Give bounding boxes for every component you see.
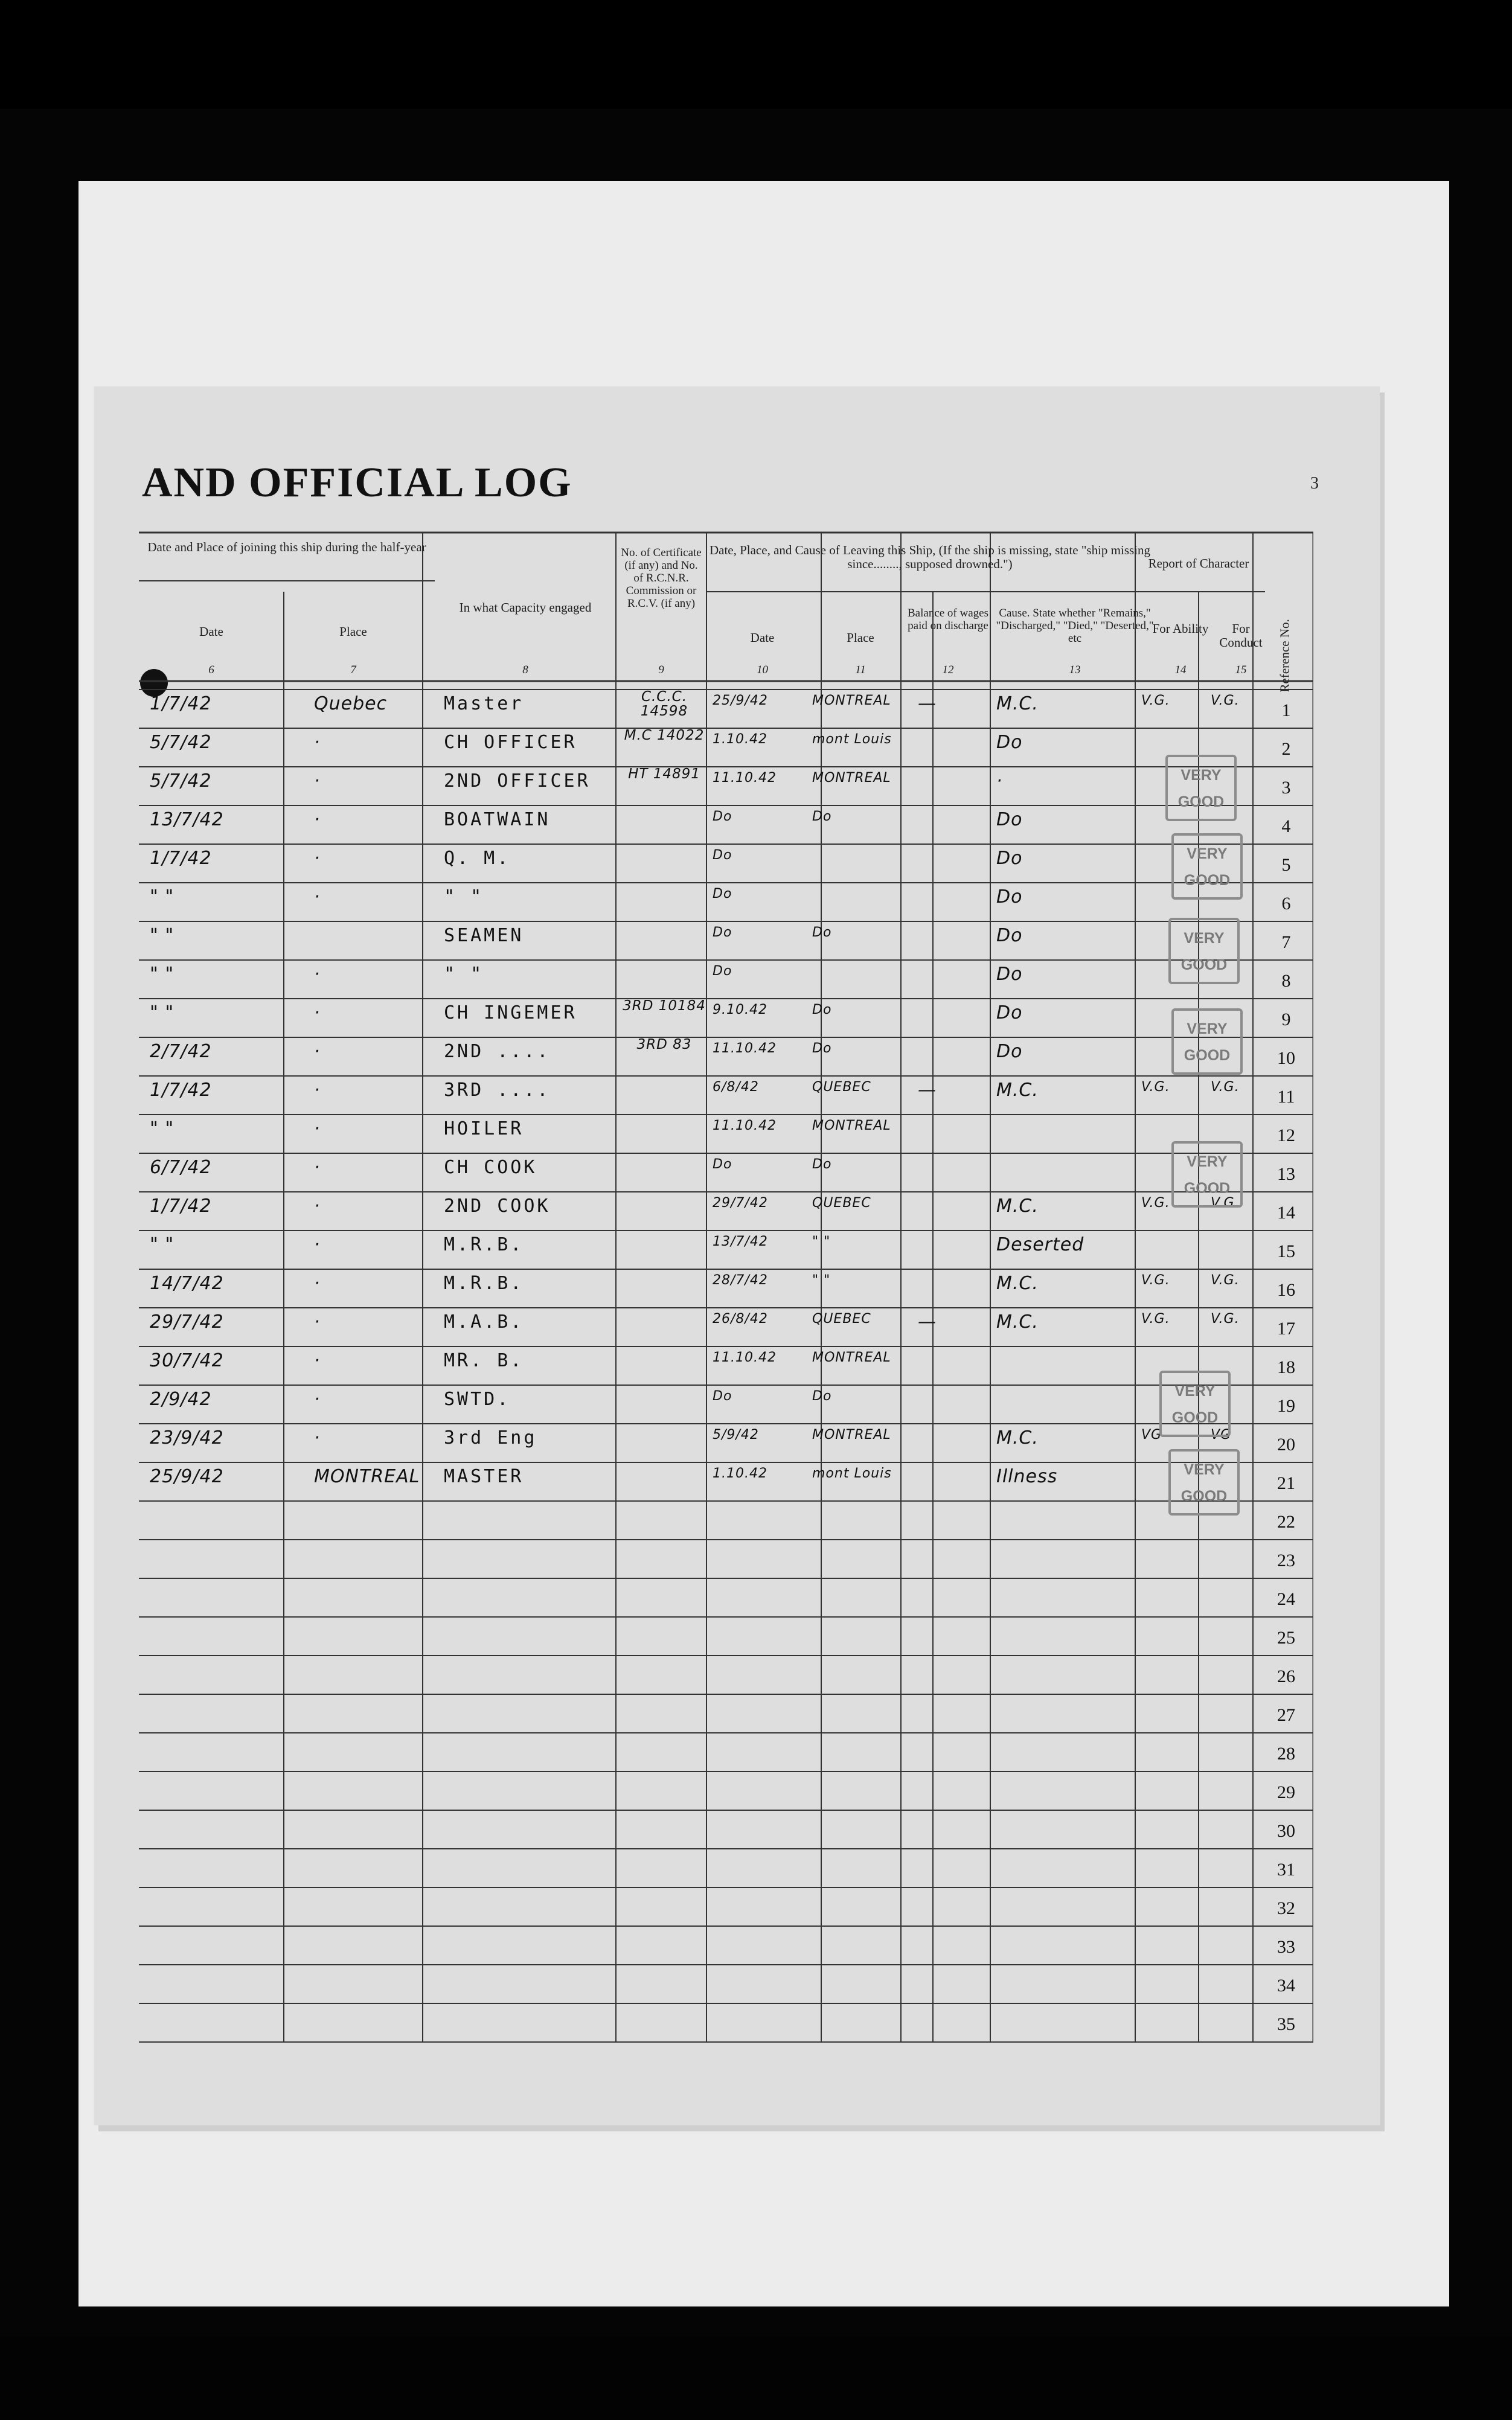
cell-cert: 3RD 10184 (623, 998, 706, 1014)
cell-leave-place: mont Louis (812, 1466, 892, 1481)
cell-join-place: · (314, 732, 321, 753)
cell-capacity: " " (444, 886, 484, 908)
header-balance: Balance of wages paid on discharge (908, 607, 988, 632)
cell-leave-place: MONTREAL (812, 1118, 891, 1133)
cell-ability: V.G. (1141, 1196, 1170, 1211)
table-row (139, 1308, 1313, 1346)
table-row (139, 1694, 1313, 1733)
very-good-stamp: VERY GOOD (1168, 918, 1240, 984)
header-reference-no: Reference No. (1277, 619, 1292, 693)
cell-capacity: M.R.B. (444, 1234, 524, 1255)
header-conduct: For Conduct (1219, 621, 1263, 650)
cell-leave-date: 11.10.42 (713, 1041, 777, 1056)
cell-leave-date: 29/7/42 (713, 1196, 768, 1211)
cell-cause: M.C. (996, 1427, 1039, 1448)
header-join-place: Place (339, 624, 367, 639)
cell-leave-place: QUEBEC (812, 1196, 871, 1211)
cell-cause: M.C. (996, 1273, 1039, 1294)
cell-join-date: 1/7/42 (150, 1080, 212, 1101)
cell-join-date: 23/9/42 (150, 1427, 224, 1448)
very-good-stamp: VERY GOOD (1159, 1371, 1231, 1437)
table-row (139, 1115, 1313, 1153)
table-row (139, 1153, 1313, 1192)
cell-join-place: · (314, 964, 321, 985)
column-number: 13 (1069, 664, 1081, 676)
table-row (139, 805, 1313, 844)
reference-number: 21 (1277, 1473, 1295, 1493)
cell-capacity: Q. M. (444, 848, 511, 869)
cell-capacity: CH COOK (444, 1157, 537, 1178)
cell-join-place: · (314, 1350, 321, 1371)
cell-cause: Do (996, 925, 1023, 946)
column-number: 12 (942, 664, 954, 676)
cell-join-date: 14/7/42 (150, 1273, 224, 1294)
cell-leave-date: Do (713, 964, 732, 979)
cell-cause: Do (996, 732, 1023, 753)
header-leaving: Date, Place, and Cause of Leaving this Ship, (If the ship is missing, state "ship missing since........, supposed drowned.") (709, 543, 1151, 571)
table-row (139, 1385, 1313, 1424)
cell-join-place: · (314, 1041, 321, 1062)
header-leave-place: Place (847, 630, 874, 645)
cell-leave-date: Do (713, 1157, 732, 1172)
cell-leave-date: 5/9/42 (713, 1427, 759, 1442)
cell-leave-place: Do (812, 1041, 832, 1056)
table-row (139, 1887, 1313, 1926)
reference-number: 34 (1277, 1976, 1295, 1996)
table-row (139, 921, 1313, 960)
cell-cause: M.C. (996, 1080, 1039, 1101)
table-row (139, 1733, 1313, 1772)
column-number: 10 (757, 664, 768, 676)
table-row (139, 690, 1313, 728)
column-number: 9 (658, 664, 664, 676)
table-row (139, 1269, 1313, 1308)
cell-capacity: 3rd Eng (444, 1427, 537, 1448)
cell-join-date: " " (150, 1234, 175, 1255)
cell-leave-date: Do (713, 925, 732, 940)
cell-leave-place: MONTREAL (812, 1350, 891, 1365)
cell-join-date: 5/7/42 (150, 770, 212, 792)
cell-capacity: M.R.B. (444, 1273, 524, 1294)
table-row (139, 1656, 1313, 1694)
cell-join-date: " " (150, 964, 175, 985)
cell-conduct: V.G. (1211, 1273, 1240, 1288)
header-leave-date: Date (750, 630, 775, 645)
cell-leave-place: Do (812, 1157, 832, 1172)
cell-cause: M.C. (996, 1196, 1039, 1217)
cell-leave-place: Do (812, 809, 832, 824)
cell-leave-date: Do (713, 809, 732, 824)
reference-number: 5 (1281, 855, 1291, 875)
reference-number: 10 (1277, 1048, 1295, 1068)
page-title: AND OFFICIAL LOG (142, 459, 572, 506)
cell-cause: Do (996, 848, 1023, 869)
cell-leave-place: MONTREAL (812, 1427, 891, 1442)
cell-conduct: V.G. (1211, 1080, 1240, 1095)
reference-number: 26 (1277, 1666, 1295, 1686)
reference-number: 23 (1277, 1551, 1295, 1570)
cell-join-place: MONTREAL (314, 1466, 420, 1487)
cell-join-place: · (314, 1273, 321, 1294)
cell-leave-date: 11.10.42 (713, 770, 777, 786)
cell-leave-place: Do (812, 1389, 832, 1404)
table-row (139, 1192, 1313, 1231)
table-row (139, 1849, 1313, 1887)
scan-border-bottom (0, 2337, 1512, 2420)
cell-capacity: BOATWAIN (444, 809, 551, 830)
cell-capacity: CH OFFICER (444, 732, 577, 753)
reference-number: 28 (1277, 1744, 1295, 1764)
cell-cause: Do (996, 809, 1023, 830)
reference-number: 32 (1277, 1898, 1295, 1918)
reference-number: 8 (1281, 971, 1291, 991)
cell-join-place: · (314, 886, 321, 908)
reference-number: 22 (1277, 1512, 1295, 1532)
cell-capacity: MR. B. (444, 1350, 524, 1371)
table-row (139, 1540, 1313, 1578)
table-row (139, 1346, 1313, 1385)
cell-conduct: V.G. (1211, 1196, 1240, 1211)
cell-leave-place: Do (812, 1002, 832, 1017)
reference-number: 19 (1277, 1396, 1295, 1416)
reference-number: 4 (1281, 816, 1291, 836)
cell-capacity: CH INGEMER (444, 1002, 577, 1023)
cell-capacity: SWTD. (444, 1389, 511, 1410)
table-row (139, 1965, 1313, 2003)
reference-number: 27 (1277, 1705, 1295, 1725)
table-row (139, 844, 1313, 883)
cell-leave-date: 9.10.42 (713, 1002, 767, 1017)
cell-leave-date: 11.10.42 (713, 1350, 777, 1365)
cell-leave-place: Do (812, 925, 832, 940)
cell-conduct: V.G. (1211, 1311, 1240, 1327)
cell-join-place: · (314, 1234, 321, 1255)
table-row (139, 1617, 1313, 1656)
table-row (139, 1501, 1313, 1540)
column-number: 14 (1174, 664, 1187, 676)
cell-capacity: 2ND .... (444, 1041, 551, 1062)
header-join-date: Date (199, 624, 223, 639)
reference-number: 3 (1281, 778, 1291, 798)
reference-number: 31 (1277, 1860, 1295, 1880)
cell-cause: Deserted (996, 1234, 1084, 1255)
header-ability: For Ability (1152, 621, 1209, 636)
cell-ability: V.G. (1141, 1311, 1170, 1327)
reference-number: 7 (1281, 932, 1291, 952)
table-row (139, 1076, 1313, 1115)
cell-capacity: M.A.B. (444, 1311, 524, 1333)
column-number: 15 (1235, 664, 1247, 676)
cell-join-date: " " (150, 886, 175, 908)
cell-leave-date: 1.10.42 (713, 732, 767, 747)
table-row (139, 1462, 1313, 1501)
header-capacity: In what Capacity engaged (459, 600, 592, 615)
table-row (139, 1810, 1313, 1849)
scan-border-top (0, 0, 1512, 109)
cell-leave-place: QUEBEC (812, 1080, 871, 1095)
very-good-stamp: VERY GOOD (1171, 1141, 1243, 1208)
cell-balance: — (918, 1311, 937, 1333)
cell-join-date: 1/7/42 (150, 1196, 212, 1217)
cell-capacity: 2ND COOK (444, 1196, 551, 1217)
cell-leave-date: Do (713, 1389, 732, 1404)
cell-join-date: 1/7/42 (150, 848, 212, 869)
cell-leave-place: MONTREAL (812, 693, 891, 708)
cell-capacity: 2ND OFFICER (444, 770, 591, 792)
cell-join-place: Quebec (314, 693, 388, 714)
cell-capacity: HOILER (444, 1118, 524, 1139)
cell-leave-date: 1.10.42 (713, 1466, 767, 1481)
cell-capacity: 3RD .... (444, 1080, 551, 1101)
cell-cause: · (996, 770, 1003, 792)
table-row (139, 1424, 1313, 1462)
reference-number: 33 (1277, 1937, 1295, 1957)
cell-leave-place: mont Louis (812, 732, 892, 747)
cell-ability: V.G. (1141, 693, 1170, 708)
reference-number: 17 (1277, 1319, 1295, 1339)
cell-join-place: · (314, 770, 321, 792)
cell-cause: Do (996, 1041, 1023, 1062)
table-row (139, 1926, 1313, 1965)
cell-join-place: · (314, 1311, 321, 1333)
header-certificate: No. of Certificate (if any) and No. of R.C.N.R. Commission or R.C.V. (if any) (621, 546, 702, 610)
cell-leave-date: 6/8/42 (713, 1080, 759, 1095)
reference-number: 30 (1277, 1821, 1295, 1841)
cell-cert: 3RD 83 (636, 1037, 692, 1052)
reference-number: 18 (1277, 1357, 1295, 1377)
reference-number: 16 (1277, 1280, 1295, 1300)
cell-join-place: · (314, 848, 321, 869)
cell-cause: Do (996, 886, 1023, 908)
cell-balance: — (918, 1080, 937, 1101)
column-number: 7 (350, 664, 356, 676)
cell-join-place: · (314, 1002, 321, 1023)
very-good-stamp: VERY GOOD (1171, 1008, 1243, 1075)
cell-join-place: · (314, 1427, 321, 1448)
cell-cert: C.C.C. 14598 (640, 689, 688, 719)
very-good-stamp: VERY GOOD (1171, 833, 1243, 900)
header-cause: Cause. State whether "Remains," "Discharged," "Died," "Deserted," etc (996, 607, 1154, 645)
reference-number: 13 (1277, 1164, 1295, 1184)
cell-cert: M.C 14022 (624, 728, 705, 743)
cell-ability: V.G. (1141, 1273, 1170, 1288)
cell-capacity: MASTER (444, 1466, 524, 1487)
cell-balance: — (918, 693, 937, 714)
very-good-stamp: VERY GOOD (1168, 1449, 1240, 1516)
cell-join-date: 13/7/42 (150, 809, 224, 830)
header-joining: Date and Place of joining this ship during the half-year (147, 540, 426, 554)
cell-join-date: 1/7/42 (150, 693, 212, 714)
table-row (139, 1578, 1313, 1617)
reference-number: 6 (1281, 894, 1291, 914)
column-number: 11 (855, 664, 866, 676)
column-number: 8 (522, 664, 528, 676)
cell-cause: M.C. (996, 1311, 1039, 1333)
table-row (139, 1037, 1313, 1076)
reference-number: 20 (1277, 1435, 1295, 1455)
reference-number: 14 (1277, 1203, 1295, 1223)
cell-leave-date: Do (713, 886, 732, 901)
table-row (139, 767, 1313, 805)
cell-leave-date: 13/7/42 (713, 1234, 768, 1249)
cell-join-date: 25/9/42 (150, 1466, 224, 1487)
cell-join-date: 2/9/42 (150, 1389, 212, 1410)
cell-join-date: 30/7/42 (150, 1350, 224, 1371)
cell-cause: Do (996, 1002, 1023, 1023)
cell-cause: M.C. (996, 693, 1039, 714)
header-report: Report of Character (1148, 556, 1249, 571)
cell-cert: HT 14891 (628, 766, 700, 782)
cell-leave-date: Do (713, 848, 732, 863)
table-row (139, 999, 1313, 1037)
reference-number: 2 (1281, 739, 1291, 759)
table-row (139, 2003, 1313, 2042)
cell-leave-date: 11.10.42 (713, 1118, 777, 1133)
cell-cause: Illness (996, 1466, 1058, 1487)
cell-join-date: 6/7/42 (150, 1157, 212, 1178)
table-row (139, 728, 1313, 767)
cell-join-place: · (314, 1118, 321, 1139)
table-row (139, 883, 1313, 921)
cell-join-place: · (314, 1157, 321, 1178)
cell-conduct: VG (1211, 1427, 1232, 1442)
cell-leave-place: QUEBEC (812, 1311, 871, 1327)
cell-ability: VG (1141, 1427, 1162, 1442)
cell-join-place: · (314, 1080, 321, 1101)
cell-leave-place: MONTREAL (812, 770, 891, 786)
very-good-stamp: VERY GOOD (1165, 755, 1237, 821)
cell-join-place: · (314, 809, 321, 830)
cell-capacity: SEAMEN (444, 925, 524, 946)
cell-join-date: " " (150, 1118, 175, 1139)
cell-join-date: " " (150, 925, 175, 946)
cell-conduct: V.G. (1211, 693, 1240, 708)
table-row (139, 1231, 1313, 1269)
column-number: 6 (208, 664, 214, 676)
reference-number: 15 (1277, 1241, 1295, 1261)
cell-cause: Do (996, 964, 1023, 985)
cell-leave-place: " " (812, 1234, 831, 1249)
cell-join-date: 29/7/42 (150, 1311, 224, 1333)
cell-leave-date: 25/9/42 (713, 693, 768, 708)
table-row (139, 960, 1313, 999)
cell-ability: V.G. (1141, 1080, 1170, 1095)
cell-leave-place: " " (812, 1273, 831, 1288)
reference-number: 1 (1281, 700, 1291, 720)
cell-join-date: " " (150, 1002, 175, 1023)
reference-number: 12 (1277, 1125, 1295, 1145)
reference-number: 11 (1277, 1087, 1295, 1107)
cell-join-place: · (314, 1389, 321, 1410)
reference-number: 9 (1281, 1010, 1291, 1029)
cell-leave-date: 28/7/42 (713, 1273, 768, 1288)
reference-number: 29 (1277, 1782, 1295, 1802)
cell-join-date: 2/7/42 (150, 1041, 212, 1062)
reference-number: 35 (1277, 2014, 1295, 2034)
cell-capacity: Master (444, 693, 524, 714)
cell-join-place: · (314, 1196, 321, 1217)
reference-number: 25 (1277, 1628, 1295, 1648)
crew-log-table (139, 531, 1313, 2071)
reference-number: 24 (1277, 1589, 1295, 1609)
cell-leave-date: 26/8/42 (713, 1311, 768, 1327)
cell-capacity: " " (444, 964, 484, 985)
table-row (139, 1772, 1313, 1810)
cell-join-date: 5/7/42 (150, 732, 212, 753)
page-number: 3 (1310, 474, 1319, 493)
